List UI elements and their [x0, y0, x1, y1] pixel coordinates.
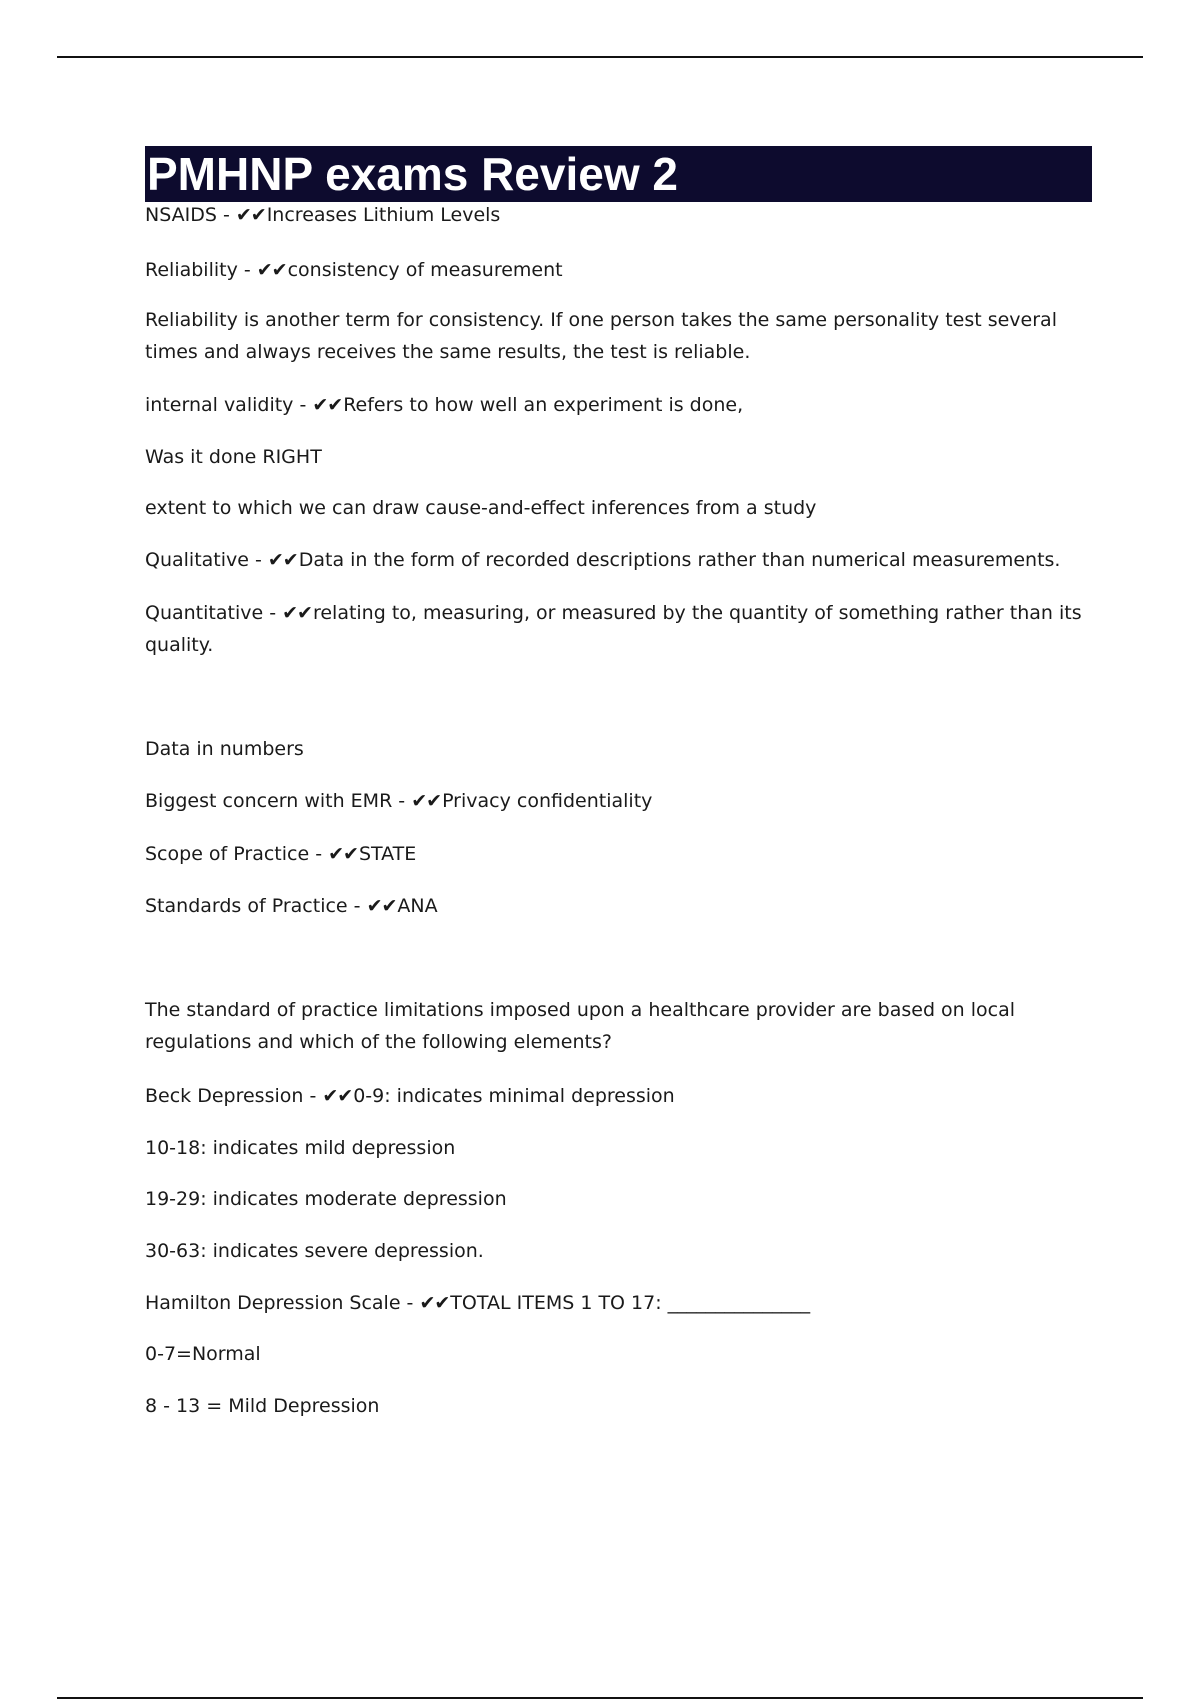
double-check-icon: ✔✔: [256, 259, 287, 281]
double-check-icon: ✔✔: [322, 1085, 353, 1107]
title-banner: [145, 146, 1092, 202]
paragraph-beck-moderate: 19-29: indicates moderate depression: [145, 1188, 507, 1210]
entry-quantitative: [145, 597, 1095, 661]
double-check-icon: ✔✔: [282, 602, 312, 624]
entry-term: NSAIDS -: [145, 204, 236, 226]
paragraph-cause-effect: extent to which we can draw cause-and-effect inferences from a study: [145, 497, 817, 519]
paragraph-standard-limitations-question: The standard of practice limitations imposed upon a healthcare provider are based on local regulations and which of the following elements?: [145, 999, 1016, 1053]
entry-hamilton-depression: [145, 1287, 1095, 1319]
double-check-icon: ✔✔: [235, 204, 266, 226]
entry-definition: TOTAL ITEMS 1 TO 17: _______________: [450, 1292, 811, 1314]
double-check-icon: ✔✔: [366, 895, 397, 917]
entry-definition: consistency of measurement: [287, 259, 563, 281]
paragraph-data-in-numbers: Data in numbers: [145, 738, 304, 760]
entry-definition: Refers to how well an experiment is done,: [343, 394, 744, 416]
paragraph-reliability-explained: Reliability is another term for consistency. If one person takes the same personality test several times and always receives the same results, the test is reliable.: [145, 309, 1057, 363]
entry-scope-of-practice: [145, 838, 1095, 870]
entry-term: Scope of Practice -: [145, 843, 329, 865]
entry-nsaids: [145, 199, 1095, 231]
double-check-icon: ✔✔: [267, 549, 298, 571]
paragraph-hamilton-mild: 8 - 13 = Mild Depression: [145, 1395, 380, 1417]
entry-term: Quantitative -: [145, 602, 283, 624]
paragraph-beck-mild: 10-18: indicates mild depression: [145, 1137, 456, 1159]
entry-definition: 0-9: indicates minimal depression: [353, 1085, 675, 1107]
entry-term: Qualitative -: [145, 549, 268, 571]
entry-term: Reliability -: [145, 259, 257, 281]
entry-emr-concern: [145, 785, 1095, 817]
entry-definition: STATE: [358, 843, 417, 865]
bottom-rule: [57, 1697, 1143, 1699]
double-check-icon: ✔✔: [411, 790, 442, 812]
entry-term: Standards of Practice -: [145, 895, 367, 917]
entry-term: Beck Depression -: [145, 1085, 323, 1107]
paragraph-done-right: Was it done RIGHT: [145, 446, 322, 468]
entry-definition: Increases Lithium Levels: [266, 204, 501, 226]
paragraph-beck-severe: 30-63: indicates severe depression.: [145, 1240, 484, 1262]
double-check-icon: ✔✔: [312, 394, 343, 416]
entry-definition: Data in the form of recorded descriptions rather than numerical measurements.: [298, 549, 1061, 571]
entry-reliability: [145, 254, 1095, 286]
double-check-icon: ✔✔: [419, 1292, 450, 1314]
entry-definition: ANA: [397, 895, 438, 917]
paragraph-hamilton-normal: 0-7=Normal: [145, 1343, 261, 1365]
entry-standards-of-practice: [145, 890, 1095, 922]
entry-definition: relating to, measuring, or measured by the quantity of something rather than its quality.: [145, 602, 1082, 656]
entry-beck-depression: [145, 1080, 1095, 1112]
document-title: PMHNP exams Review 2: [147, 148, 678, 200]
entry-internal-validity: [145, 389, 1095, 421]
entry-term: Hamilton Depression Scale -: [145, 1292, 420, 1314]
entry-qualitative: [145, 544, 1095, 576]
entry-term: internal validity -: [145, 394, 313, 416]
entry-term: Biggest concern with EMR -: [145, 790, 412, 812]
entry-definition: Privacy confidentiality: [442, 790, 653, 812]
double-check-icon: ✔✔: [328, 843, 358, 865]
top-rule: [57, 56, 1143, 58]
